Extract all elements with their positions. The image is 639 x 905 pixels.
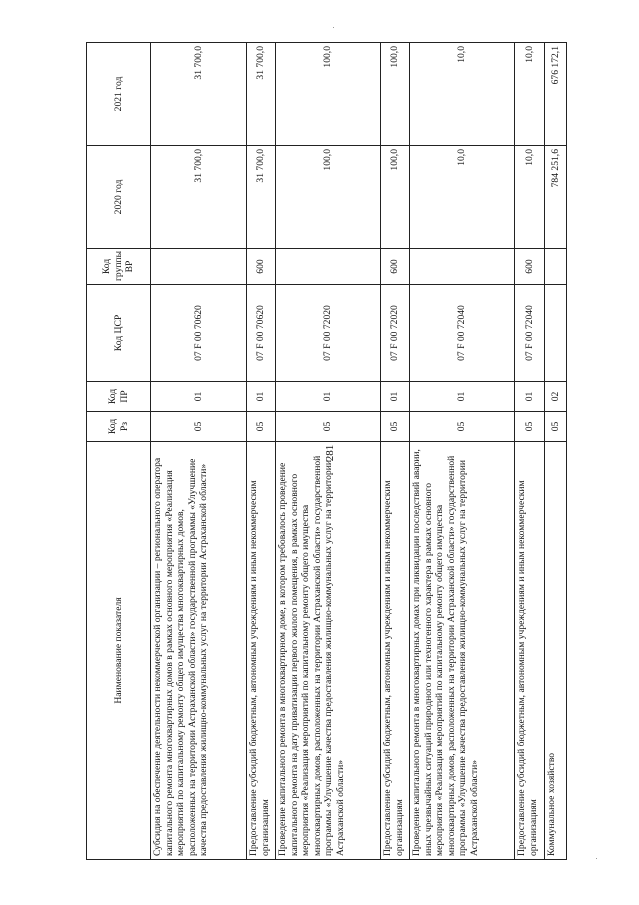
row-csr	[545, 285, 567, 382]
row-rz: 05	[410, 412, 515, 442]
row-pr: 01	[151, 382, 247, 412]
row-2021: 100,0	[381, 43, 410, 146]
row-name: Проведение капитального ремонта в многоквартирном доме, в котором требовалось проведение капитального ремонта на дату приватизации первого жилого помещения, в рамках основного мероприятия «Реализация мероприятий по капитальному ремонту общего имущества многоквартирных домов, расположенных на территории Астраханской области» государственной программы «Улучшение качества предоставления жилищно-коммунальных услуг на территории Астраханской области»	[276, 442, 381, 860]
row-name: Предоставление субсидий бюджетным, автономным учреждениям и иным некоммерческим организациям	[247, 442, 276, 860]
table-row	[151, 43, 247, 860]
row-vr: 600	[247, 249, 276, 285]
row-rz: 05	[381, 412, 410, 442]
header-rz: Код Рз	[87, 412, 151, 442]
header-vr: Код группы ВР	[87, 249, 151, 285]
row-2020: 100,0	[381, 146, 410, 249]
row-2021: 676 172,1	[545, 43, 567, 146]
budget-table-frame	[86, 43, 561, 860]
row-csr: 07 F 00 70620	[151, 285, 247, 382]
row-pr: 01	[247, 382, 276, 412]
row-rz: 05	[515, 412, 545, 442]
row-pr: 01	[410, 382, 515, 412]
row-vr	[545, 249, 567, 285]
row-2020: 100,0	[276, 146, 381, 249]
scan-speck	[596, 858, 597, 859]
row-2021: 31 700,0	[151, 43, 247, 146]
row-name: Предоставление субсидий бюджетным, автономным учреждениям и иным некоммерческим организациям	[515, 442, 545, 860]
header-name: Наименование показателя	[87, 442, 151, 860]
header-2020: 2020 год	[87, 146, 151, 249]
row-vr	[410, 249, 515, 285]
row-csr: 07 F 00 72020	[381, 285, 410, 382]
row-pr: 01	[381, 382, 410, 412]
table-row	[410, 43, 515, 860]
row-2021: 31 700,0	[247, 43, 276, 146]
row-name: Проведение капитального ремонта в многоквартирных домах при ликвидации последствий аварии, иных чрезвычайных ситуаций природного или техногенного характера в рамках основного мероприятия «Реализация мероприятий по капитальному ремонту общего имущества многоквартирных домов, расположенных на территории Астраханской области» государственной программы «Улучшение качества предоставления жилищно-коммунальных услуг на территории Астраханской области»	[410, 442, 515, 860]
row-name: Субсидия на обеспечение деятельности некоммерческой организации – регионального оператора капитального ремонта многоквартирных домов в рамках основного мероприятия «Реализация мероприятий по капитальному ремонту общего имущества многоквартирных домов, расположенных на территории Астраханской области» государственной программы «Улучшение качества предоставления жилищно-коммунальных услуг на территории Астраханской области»	[151, 442, 247, 860]
table-header	[87, 43, 151, 860]
row-vr	[151, 249, 247, 285]
row-name: Коммунальное хозяйство	[545, 442, 567, 860]
table-row	[381, 43, 410, 860]
row-rz: 05	[247, 412, 276, 442]
header-row	[87, 43, 151, 860]
table-row	[515, 43, 545, 860]
table-row	[545, 43, 567, 860]
row-2020: 31 700,0	[151, 146, 247, 249]
header-csr: Код ЦСР	[87, 285, 151, 382]
scan-speck	[333, 27, 334, 28]
row-rz: 05	[151, 412, 247, 442]
row-csr: 07 F 00 72040	[515, 285, 545, 382]
row-pr: 02	[545, 382, 567, 412]
row-2021: 100,0	[276, 43, 381, 146]
page-number: 281	[324, 444, 336, 462]
row-2021: 10,0	[410, 43, 515, 146]
header-pr: Код ПР	[87, 382, 151, 412]
row-2020: 10,0	[410, 146, 515, 249]
table-row	[247, 43, 276, 860]
row-vr	[276, 249, 381, 285]
table-body	[151, 43, 567, 860]
rotated-table-container	[86, 43, 561, 860]
row-2020: 784 251,6	[545, 146, 567, 249]
row-2020: 10,0	[515, 146, 545, 249]
row-pr: 01	[276, 382, 381, 412]
row-csr: 07 F 00 70620	[247, 285, 276, 382]
row-csr: 07 F 00 72020	[276, 285, 381, 382]
budget-table	[86, 42, 567, 860]
row-vr: 600	[381, 249, 410, 285]
row-rz: 05	[545, 412, 567, 442]
header-2021: 2021 год	[87, 43, 151, 146]
table-row	[276, 43, 381, 860]
row-vr: 600	[515, 249, 545, 285]
row-2020: 31 700,0	[247, 146, 276, 249]
row-2021: 10,0	[515, 43, 545, 146]
row-rz: 05	[276, 412, 381, 442]
row-pr: 01	[515, 382, 545, 412]
row-name: Предоставление субсидий бюджетным, автономным учреждениям и иным некоммерческим организациям	[381, 442, 410, 860]
row-csr: 07 F 00 72040	[410, 285, 515, 382]
